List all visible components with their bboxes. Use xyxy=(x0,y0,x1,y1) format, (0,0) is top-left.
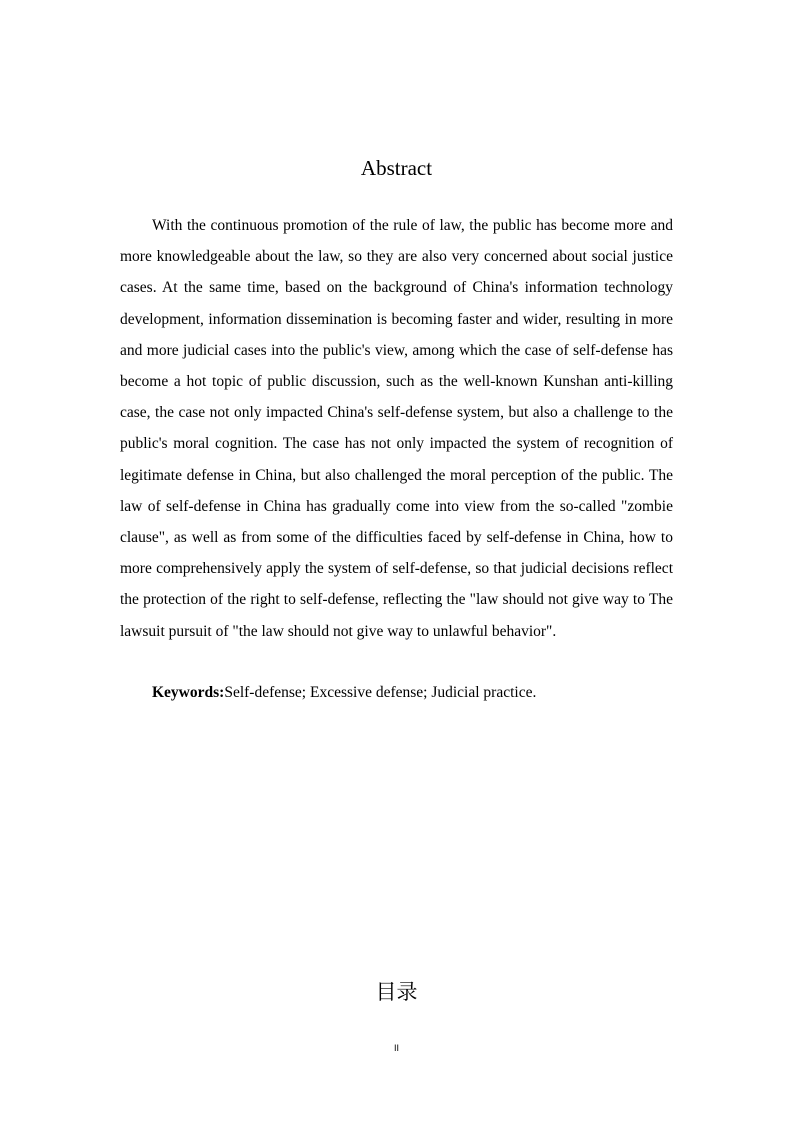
abstract-title: Abstract xyxy=(360,156,433,180)
toc-title: 目录 xyxy=(375,980,418,1004)
keywords-label: Keywords: xyxy=(152,684,225,701)
keywords-line xyxy=(152,680,673,706)
abstract-paragraph: With the continuous promotion of the rule of law, the public has become more and more knowledgeable about the law, so they are also very concerned about social justice cases. At the same time, based on the background of China's information technology development, information dissemination is becoming faster and wider, resulting in more and more judicial cases into the public's view, among which the case of self-defense has become a hot topic of public discussion, such as the well-known Kunshan anti-killing case, the case not only impacted China's self-defense system, but also a challenge to the public's moral cognition. The case has not only impacted the system of recognition of legitimate defense in China, but also challenged the moral perception of the public. The law of self-defense in China has gradually come into view from the so-called "zombie clause", as well as from some of the difficulties faced by self-defense in China, how to more comprehensively apply the system of self-defense, so that judicial decisions reflect the protection of the right to self-defense, reflecting the "law should not give way to The lawsuit pursuit of "the law should not give way to unlawful behavior". xyxy=(120,217,673,640)
page-number: II xyxy=(393,1043,399,1053)
keywords-text: Self-defense; Excessive defense; Judicial practice. xyxy=(224,684,537,701)
abstract-body xyxy=(120,210,673,647)
